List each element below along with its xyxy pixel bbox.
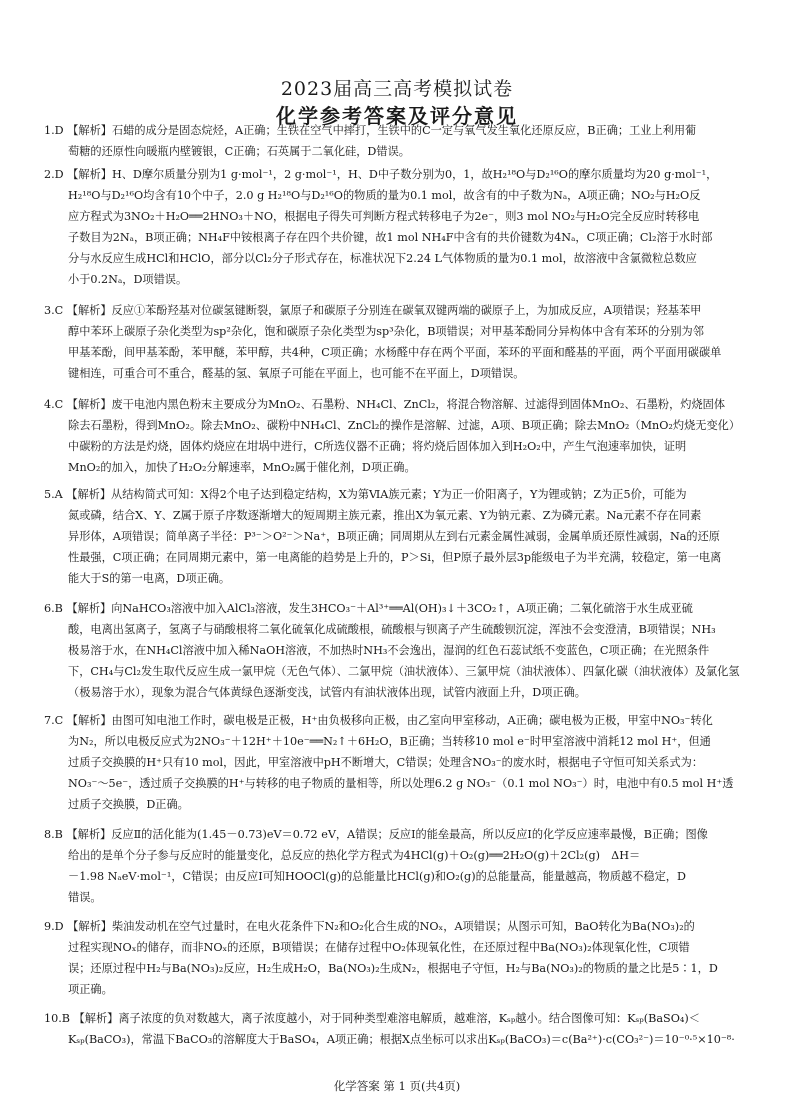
answer-line: 6.B 【解析】向NaHCO₃溶液中加入AlCl₃溶液，发生3HCO₃⁻＋Al³⁺══Al(OH)₃↓＋3CO₂↑，A项正确；二氧化硫溶于水生成亚硫 xyxy=(44,602,693,615)
answer-line: 7.C 【解析】由图可知电池工作时，碳电极是正极，H⁺由负极移向正极，由乙室向甲室移动，A正确；碳电极为正极，甲室中NO₃⁻转化 xyxy=(44,714,713,727)
answer-line: 过质子交换膜，D正确。 xyxy=(68,798,189,812)
answer-item-4 xyxy=(44,394,760,478)
answer-line: 应方程式为3NO₂＋H₂O══2HNO₃＋NO，根据电子得失可判断方程式转移电子为2e⁻，则3 mol NO₂与H₂O完全反应时转移电 xyxy=(68,210,700,224)
answer-line: （极易溶于水），现象为混合气体黄绿色逐渐变浅，试管内有油状液体出现，试管内液面上升，D项正确。 xyxy=(68,686,586,700)
answer-line: 异形体，A项错误；简单离子半径：P³⁻＞O²⁻＞Na⁺，B项正确；同周期从左到右元素金属性减弱，金属单质还原性减弱，Na的还原 xyxy=(68,530,720,544)
answer-item-1 xyxy=(44,120,760,162)
answer-line: NO₃⁻～5e⁻，透过质子交换膜的H⁺与转移的电子物质的量相等，所以处理6.2 g NO₃⁻（0.1 mol NO₃⁻）时，电池中有0.5 mol H⁺透 xyxy=(68,777,734,791)
exam-title: 2023届高三高考模拟试卷 xyxy=(280,78,514,100)
answer-line: －1.98 NₐeV·mol⁻¹，C错误；由反应Ⅰ可知HOOCl(g)的总能量比HCl(g)和O₂(g)的总能量高，能量越高，物质越不稳定，D xyxy=(68,870,686,884)
answer-key-title: 化学参考答案及评分意见 xyxy=(276,104,518,128)
answer-line: 中碳粉的方法是灼烧，固体灼烧应在坩埚中进行，C所选仪器不正确；将灼烧后固体加入到H₂O₂中，产生气泡速率加快，证明 xyxy=(68,440,687,454)
answer-line: 甲基苯酚，间甲基苯酚，苯甲醚，苯甲醇，共4种，C项正确；水杨醛中存在两个平面，苯环的平面和醛基的平面，两个平面用碳碳单 xyxy=(68,346,722,360)
answer-line: 4.C 【解析】废干电池内黑色粉末主要成分为MnO₂、石墨粉、NH₄Cl、ZnCl₂，将混合物溶解、过滤得到固体MnO₂、石墨粉，灼烧固体 xyxy=(44,398,726,411)
answer-line: Kₛₚ(BaCO₃)，常温下BaCO₃的溶解度大于BaSO₄，A项正确；根据X点坐标可以求出Kₛₚ(BaCO₃)＝c(Ba²⁺)·c(CO₃²⁻)＝10⁻⁰·⁵×10⁻⁸· xyxy=(68,1033,735,1047)
answer-line: MnO₂的加入，加快了H₂O₂分解速率，MnO₂属于催化剂，D项正确。 xyxy=(68,461,416,475)
answer-item-2 xyxy=(44,164,760,291)
answer-line: 误；还原过程中H₂与Ba(NO₃)₂反应，H₂生成H₂O，Ba(NO₃)₂生成N₂，根据电子守恒，H₂与Ba(NO₃)₂的物质的量之比是5∶1，D xyxy=(68,962,718,976)
answer-line: 子数目为2Nₐ，B项正确；NH₄F中铵根离子存在四个共价键，故1 mol NH₄F中含有的共价键数为4Nₐ，C项正确；Cl₂溶于水时部 xyxy=(68,231,713,245)
answer-item-7 xyxy=(44,710,760,815)
answer-line: 过程实现NOₓ的储存，而非NOₓ的还原，B项错误；在储存过程中O₂体现氧化性，在还原过程中Ba(NO₃)₂体现氧化性，C项错 xyxy=(68,941,690,955)
answer-line: 萄糖的还原性向暖瓶内壁镀银，C正确；石英属于二氧化硅，D错误。 xyxy=(68,145,410,159)
answer-line: 1.D 【解析】石蜡的成分是固态烷烃，A正确；生铁在空气中摔打，生铁中的C一定与氧气发生氧化还原反应，B正确；工业上利用葡 xyxy=(44,124,697,137)
answer-line: 除去石墨粉，得到MnO₂。除去MnO₂、碳粉中NH₄Cl、ZnCl₂的操作是溶解、过滤，A项、B项正确；除去MnO₂（MnO₂灼烧无变化） xyxy=(68,419,741,433)
answer-item-8 xyxy=(44,824,760,908)
answer-line: 氮或磷，结合X、Y、Z属于原子序数逐渐增大的短周期主族元素，推出X为氧元素、Y为钠元素、Z为磷元素。Na元素不存在同素 xyxy=(68,509,702,523)
answer-line: 酸，电离出氢离子，氢离子与硝酸根将二氧化硫氧化成硫酸根，硫酸根与钡离子产生硫酸钡沉淀，浑浊不会变澄清，B项错误；NH₃ xyxy=(68,623,716,637)
answer-line: 小于0.2Nₐ，D项错误。 xyxy=(68,273,188,287)
answer-line: 过质子交换膜的H⁺只有10 mol，因此，甲室溶液中pH不断增大，C错误；处理含NO₃⁻的废水时，根据电子守恒可知关系式为： xyxy=(68,756,704,770)
answer-line: 3.C 【解析】反应①苯酚羟基对位碳氢键断裂，氯原子和碳原子分别连在碳氧双键两端的碳原子上，为加成反应，A项错误；羟基苯甲 xyxy=(44,304,702,317)
answer-line: 错误。 xyxy=(68,891,102,905)
answer-item-6 xyxy=(44,598,760,703)
answer-line: 5.A 【解析】从结构简式可知：X得2个电子达到稳定结构，X为第ⅥA族元素；Y为正一价阳离子，Y为锂或钠；Z为正5价，可能为 xyxy=(44,488,687,501)
answer-item-5 xyxy=(44,484,760,589)
answer-line: 性最强，C项正确；在同周期元素中，第一电离能的趋势是上升的，P＞Si，但P原子最外层3p能级电子为半充满，较稳定，第一电离 xyxy=(68,551,722,565)
answer-line: 9.D 【解析】柴油发动机在空气过量时，在电火花条件下N₂和O₂化合生成的NOₓ，A项错误；从图示可知，BaO转化为Ba(NO₃)₂的 xyxy=(44,920,695,933)
answer-line: 键相连，可重合可不重合，醛基的氢、氧原子可能在平面上，也可能不在平面上，D项错误。 xyxy=(68,367,525,381)
answer-line: 2.D 【解析】H、D摩尔质量分别为1 g·mol⁻¹，2 g·mol⁻¹，H、D中子数分别为0，1，故H₂¹⁸O与D₂¹⁶O的摩尔质量均为20 g·mol⁻¹， xyxy=(44,168,718,181)
answer-line: 为N₂，所以电极反应式为2NO₃⁻＋12H⁺＋10e⁻══N₂↑＋6H₂O，B正确；当转移10 mol e⁻时甲室溶液中消耗12 mol H⁺，但通 xyxy=(68,735,711,749)
answer-line: 8.B 【解析】反应Ⅱ的活化能为(1.45－0.73)eV＝0.72 eV，A错误；反应Ⅰ的能垒最高，所以反应Ⅰ的化学反应速率最慢，B正确；图像 xyxy=(44,828,708,841)
answer-item-10 xyxy=(44,1008,760,1050)
answer-line: 给出的是单个分子参与反应时的能量变化，总反应的热化学方程式为4HCl(g)＋O₂(g)══2H₂O(g)＋2Cl₂(g) ΔH＝ xyxy=(68,849,641,863)
answer-line: 分与水反应生成HCl和HClO，部分以Cl₂分子形式存在，标准状况下2.24 L气体物质的量为0.1 mol，故溶液中含氯微粒总数应 xyxy=(68,252,697,266)
answer-line: 能大于S的第一电离，D项正确。 xyxy=(68,572,231,586)
answer-item-3 xyxy=(44,300,760,384)
answer-line: H₂¹⁸O与D₂¹⁶O均含有10个中子，2.0 g H₂¹⁸O与D₂¹⁶O的物质的量为0.1 mol，故含有的中子数为Nₐ，A项正确；NO₂与H₂O反 xyxy=(68,189,701,203)
answer-line: 10.B 【解析】离子浓度的负对数越大，离子浓度越小，对于同种类型难溶电解质，越难溶，Kₛₚ越小。结合图像可知：Kₛₚ(BaSO₄)＜ xyxy=(44,1012,700,1025)
answer-line: 下，CH₄与Cl₂发生取代反应生成一氯甲烷（无色气体）、二氯甲烷（油状液体）、三氯甲烷（油状液体）、四氯化碳（油状液体）及氯化氢 xyxy=(68,665,740,679)
answer-line: 极易溶于水，在NH₄Cl溶液中加入稀NaOH溶液，不加热时NH₃不会逸出，湿润的红色石蕊试纸不变蓝色，C项正确；在光照条件 xyxy=(68,644,710,658)
page-footer: 化学答案 第 1 页(共4页) xyxy=(333,1079,461,1093)
answer-line: 项正确。 xyxy=(68,983,113,997)
answer-item-9 xyxy=(44,916,760,1000)
answer-line: 醇中苯环上碳原子杂化类型为sp²杂化，饱和碳原子杂化类型为sp³杂化，B项错误；对甲基苯酚同分异构体中含有苯环的分别为邻 xyxy=(68,325,704,339)
